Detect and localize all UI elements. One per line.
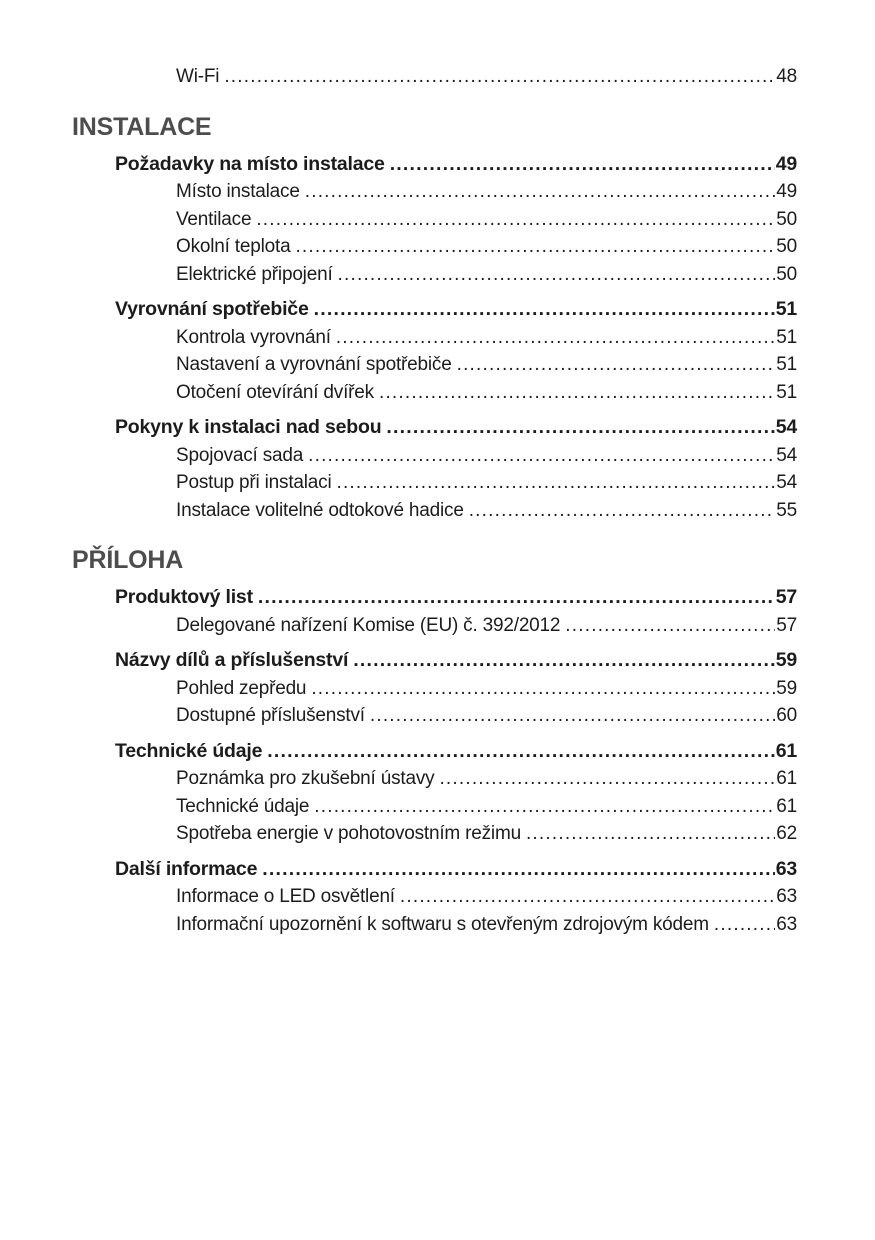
toc-entry-chapter[interactable] [115, 584, 797, 612]
toc-entry-sub[interactable] [176, 469, 797, 497]
toc-entry-page: 59 [775, 649, 797, 671]
toc-entry-page: 55 [776, 499, 797, 521]
toc-entry-label: Ventilace [176, 208, 252, 230]
toc-entry-page: 54 [776, 472, 797, 493]
toc-entry-page: 49 [775, 152, 797, 175]
toc-entry-chapter[interactable] [115, 151, 797, 179]
toc-entry-page: 61 [775, 739, 797, 762]
toc-entry-label: Pokyny k instalaci nad sebou [115, 416, 382, 438]
toc-entry-label: Otočení otevírání dvířek [176, 381, 374, 403]
toc-entry-sub[interactable] [176, 178, 797, 206]
toc-entry-label: Produktový list [115, 586, 253, 608]
dot-leader [314, 793, 775, 821]
dot-leader [224, 63, 775, 91]
dot-leader [353, 647, 774, 675]
dot-leader [338, 261, 776, 289]
toc-entry-label: Pohled zepředu [176, 677, 307, 699]
toc-entry-sub[interactable] [176, 911, 797, 939]
toc-entry-label: Delegované nařízení Komise (EU) č. 392/2012 [176, 614, 561, 636]
dot-leader [262, 856, 774, 884]
toc-entry-label: Informace o LED osvětlení [176, 886, 395, 907]
toc-entry-chapter[interactable] [115, 738, 797, 766]
toc-entry-sub[interactable] [176, 612, 797, 640]
toc-entry-page: 54 [775, 416, 797, 438]
dot-leader [295, 233, 775, 261]
toc-entry-chapter[interactable] [115, 296, 797, 324]
toc-entry-page: 61 [776, 768, 797, 789]
toc-entry-label: Instalace volitelné odtokové hadice [176, 499, 464, 521]
toc-entry-label: Technické údaje [115, 739, 263, 762]
toc-entry-chapter[interactable] [115, 414, 797, 442]
toc-entry-sub[interactable] [176, 379, 797, 407]
toc-entry-label: Wi-Fi [176, 66, 220, 87]
toc-entry-page: 61 [776, 795, 797, 817]
toc-entry-label: Dostupné příslušenství [176, 705, 365, 726]
toc-entry-label: Kontrola vyrovnání [176, 326, 331, 348]
toc-entry-label: Elektrické připojení [176, 263, 333, 285]
toc-entry-label: Okolní teplota [176, 236, 291, 257]
dot-leader [336, 324, 775, 352]
dot-leader [526, 820, 775, 848]
toc-entry-page: 51 [775, 298, 797, 320]
dot-leader [336, 469, 775, 497]
dot-leader [457, 351, 776, 379]
toc-entry-page: 57 [775, 586, 797, 608]
toc-entry-page: 50 [776, 263, 797, 285]
toc-entry-label: Nastavení a vyrovnání spotřebiče [176, 354, 452, 375]
toc-entry-sub[interactable] [176, 497, 797, 525]
dot-leader [390, 151, 775, 179]
toc-entry-page: 51 [776, 381, 797, 403]
toc-entry-label: Názvy dílů a příslušenství [115, 649, 349, 671]
toc-entry-page: 50 [776, 208, 797, 230]
dot-leader [258, 584, 775, 612]
toc-entry-sub[interactable] [176, 765, 797, 793]
dot-leader [305, 178, 776, 206]
toc-entry-page: 63 [776, 913, 797, 935]
toc-entry-sub[interactable] [176, 702, 797, 730]
toc-entry-sub[interactable] [176, 675, 797, 703]
toc-entry-sub[interactable] [176, 261, 797, 289]
toc-entry-chapter[interactable] [115, 647, 797, 675]
toc-entry-label: Místo instalace [176, 181, 300, 202]
toc-entry-page: 51 [776, 354, 797, 375]
dot-leader [714, 911, 775, 939]
toc-entry-wifi[interactable] [176, 63, 797, 91]
toc-entry-page: 62 [776, 823, 797, 844]
dot-leader [370, 702, 775, 730]
toc-entry-label: Technické údaje [176, 795, 310, 817]
toc-entry-label: Spotřeba energie v pohotovostním režimu [176, 823, 521, 844]
toc-entry-sub[interactable] [176, 233, 797, 261]
dot-leader [256, 206, 775, 234]
toc-entry-page: 63 [775, 857, 797, 880]
section-heading-instalace: INSTALACE [72, 112, 212, 141]
toc-entry-sub[interactable] [176, 206, 797, 234]
toc-entry-label: Spojovací sada [176, 444, 304, 466]
dot-leader [565, 612, 775, 640]
toc-entry-sub[interactable] [176, 324, 797, 352]
dot-leader [311, 675, 775, 703]
toc-entry-label: Poznámka pro zkušební ústavy [176, 768, 435, 789]
toc-entry-label: Postup při instalaci [176, 472, 332, 493]
toc-entry-page: 54 [776, 444, 797, 466]
toc-entry-page: 50 [776, 236, 797, 257]
dot-leader [469, 497, 776, 525]
toc-entry-page: 51 [776, 326, 797, 348]
dot-leader [308, 442, 775, 470]
toc-entry-page: 48 [776, 66, 797, 87]
dot-leader [267, 738, 774, 766]
toc-entry-page: 63 [776, 886, 797, 907]
toc-entry-sub[interactable] [176, 351, 797, 379]
toc-entry-sub[interactable] [176, 442, 797, 470]
toc-entry-label: Požadavky na místo instalace [115, 152, 385, 175]
toc-entry-page: 49 [776, 181, 797, 202]
dot-leader [400, 883, 775, 911]
dot-leader [379, 379, 775, 407]
toc-entry-page: 59 [776, 677, 797, 699]
dot-leader [386, 414, 774, 442]
toc-entry-page: 57 [776, 614, 797, 636]
toc-entry-sub[interactable] [176, 793, 797, 821]
toc-entry-label: Informační upozornění k softwaru s otevřeným zdrojovým kódem [176, 913, 709, 935]
toc-entry-label: Vyrovnání spotřebiče [115, 298, 309, 320]
toc-entry-chapter[interactable] [115, 856, 797, 884]
toc-entry-page: 60 [776, 705, 797, 726]
toc-entry-sub[interactable] [176, 883, 797, 911]
section-heading-priloha: PŘÍLOHA [72, 546, 184, 574]
toc-entry-sub[interactable] [176, 820, 797, 848]
dot-leader [439, 765, 775, 793]
dot-leader [314, 296, 775, 324]
toc-entry-label: Další informace [115, 857, 258, 880]
